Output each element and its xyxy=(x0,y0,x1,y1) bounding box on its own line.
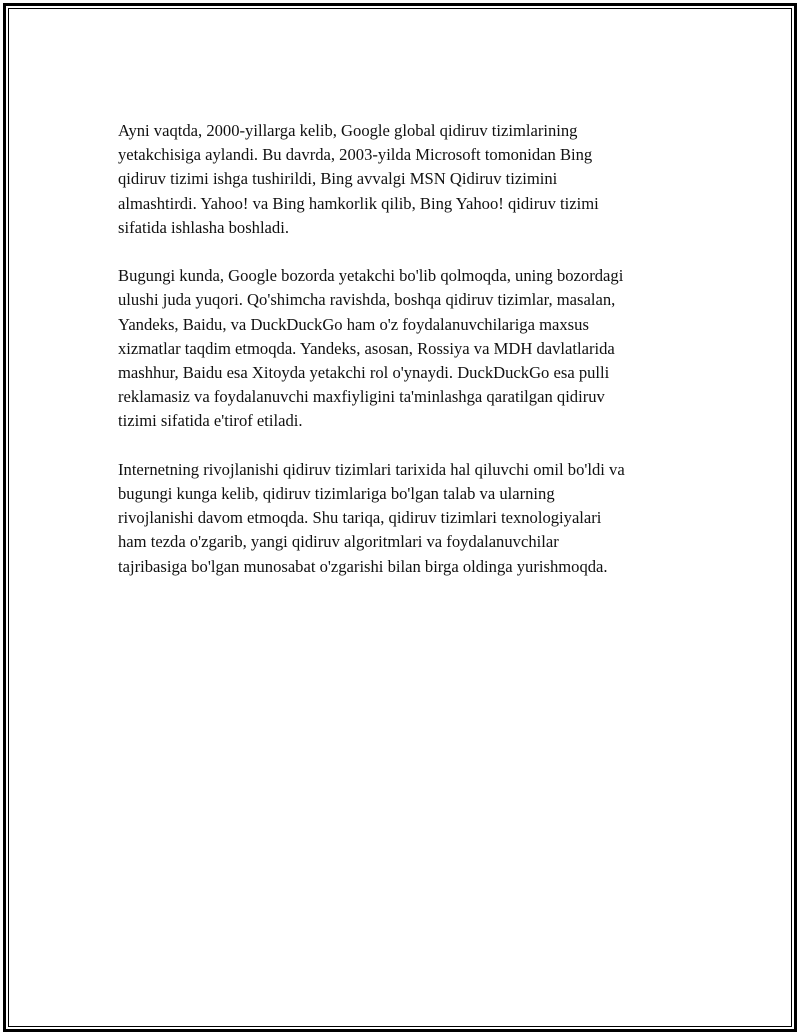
paragraph-1: Ayni vaqtda, 2000-yillarga kelib, Google global qidiruv tizimlarining yetakchisiga aylandi. Bu davrda, 2003-yilda Microsoft tomonidan Bing qidiruv tizimi ishga tushirildi, Bing avvalgi MSN Qidiruv tizimini almashtirdi. Yahoo! va Bing hamkorlik qilib, Bing Yahoo! qidiruv tizimi sifatida ishlasha boshladi. xyxy=(118,121,599,237)
document-body xyxy=(118,119,694,603)
paragraph-3: Internetning rivojlanishi qidiruv tizimlari tarixida hal qiluvchi omil bo'ldi va bugungi kunga kelib, qidiruv tizimlariga bo'lgan talab va ularning rivojlanishi davom etmoqda. Shu tariqa, qidiruv tizimlari texnologiyalari ham tezda o'zgarib, yangi qidiruv algoritmlari va foydalanuvchilar tajribasiga bo'lgan munosabat o'zgarishi bilan birga oldinga yurishmoqda. xyxy=(118,459,625,576)
document-page xyxy=(3,3,797,1032)
paragraph-2: Bugungi kunda, Google bozorda yetakchi bo'lib qolmoqda, uning bozordagi ulushi juda yuqori. Qo'shimcha ravishda, boshqa qidiruv tizimlar, masalan, Yandeks, Baidu, va DuckDuckGo ham o'z foydalanuvchilariga maxsus xizmatlar taqdim etmoqda. Yandeks, asosan, Rossiya va MDH davlatlarida mashhur, Baidu esa Xitoyda yetakchi rol o'ynaydi. DuckDuckGo esa pulli reklamasiz va foydalanuvchi maxfiyligini ta'minlashga qaratilgan qidiruv tizimi sifatida e'tirof etiladi. xyxy=(118,266,624,431)
